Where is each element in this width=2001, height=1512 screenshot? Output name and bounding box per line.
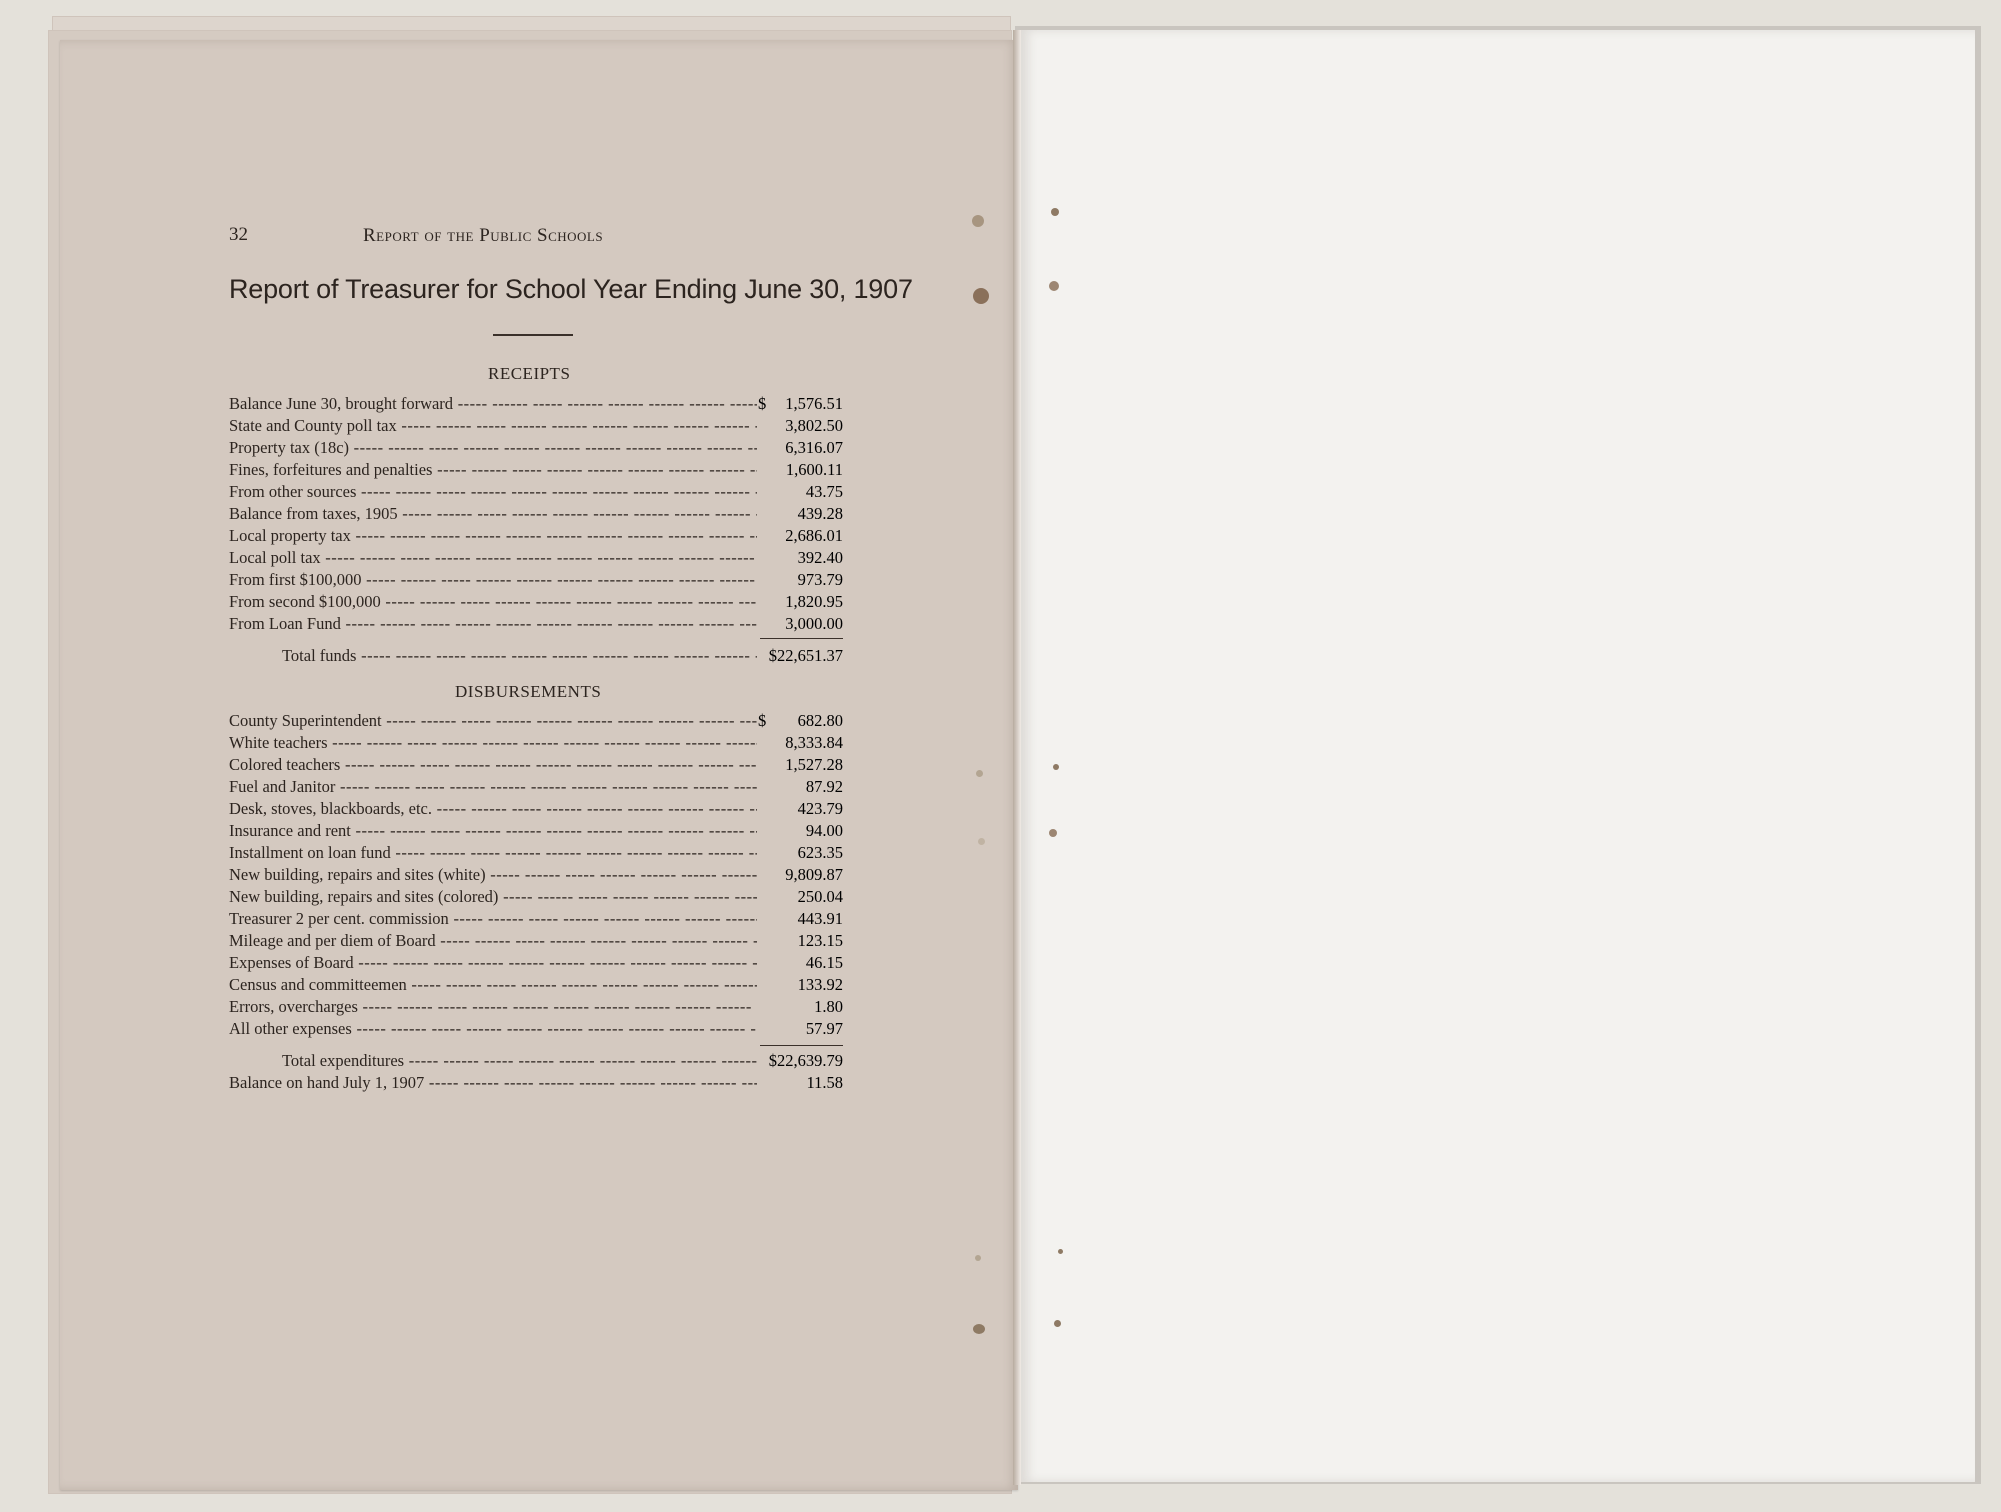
disbursement-row bbox=[229, 953, 843, 975]
currency-sign: $ bbox=[758, 711, 767, 730]
binding-hole bbox=[973, 288, 989, 304]
receipt-amount: 2,686.01 bbox=[785, 526, 843, 545]
receipt-label: Property tax (18c) ----- bbox=[229, 438, 757, 458]
title-rule bbox=[493, 334, 573, 336]
disbursement-row bbox=[229, 865, 843, 887]
disbursement-amount: 1.80 bbox=[814, 997, 843, 1016]
disbursement-label: Insurance and rent ----- bbox=[229, 821, 757, 841]
disbursements-total-row bbox=[229, 1051, 843, 1073]
disbursement-amount: 250.04 bbox=[797, 887, 843, 906]
running-head: Report of the Public Schools bbox=[363, 225, 604, 246]
disbursement-row bbox=[229, 733, 843, 755]
disbursement-amount: 443.91 bbox=[797, 909, 843, 928]
receipt-label: Fines, forfeitures and penalties ----- bbox=[229, 460, 757, 480]
disbursement-label: Treasurer 2 per cent. commission ----- bbox=[229, 909, 757, 929]
disbursement-amount: 1,527.28 bbox=[785, 755, 843, 774]
receipt-label: From first $100,000 ----- bbox=[229, 570, 757, 590]
binding-hole bbox=[1053, 764, 1059, 770]
receipts-total-row bbox=[229, 646, 843, 668]
receipt-row bbox=[229, 548, 843, 570]
disbursement-label: Census and committeemen ----- bbox=[229, 975, 757, 995]
disbursement-amount: 133.92 bbox=[797, 975, 843, 994]
disbursement-row bbox=[229, 843, 843, 865]
binding-hole bbox=[1049, 829, 1057, 837]
receipt-label: Local property tax ----- bbox=[229, 526, 757, 546]
receipt-amount: 439.28 bbox=[797, 504, 843, 523]
disbursement-amount: 87.92 bbox=[805, 777, 843, 796]
disbursement-amount: 8,333.84 bbox=[785, 733, 843, 752]
disbursement-label: Mileage and per diem of Board ----- bbox=[229, 931, 757, 951]
receipt-label: From Loan Fund ----- bbox=[229, 614, 757, 634]
disbursement-label: Fuel and Janitor ----- bbox=[229, 777, 757, 797]
receipt-label: Local poll tax ----- bbox=[229, 548, 757, 568]
disbursement-label: White teachers ----- bbox=[229, 733, 757, 753]
receipt-amount: 1,576.51 bbox=[785, 394, 843, 413]
receipt-row bbox=[229, 460, 843, 482]
disbursements-sum-rule bbox=[760, 1045, 843, 1046]
currency-sign: $ bbox=[758, 394, 767, 413]
receipt-row bbox=[229, 416, 843, 438]
receipt-amount: 1,820.95 bbox=[785, 592, 843, 611]
disbursement-label: New building, repairs and sites (white) ----- bbox=[229, 865, 757, 885]
disbursement-label: Errors, overcharges ----- bbox=[229, 997, 757, 1017]
receipt-row bbox=[229, 438, 843, 460]
disbursement-amount: 623.35 bbox=[797, 843, 843, 862]
receipt-amount: 392.40 bbox=[797, 548, 843, 567]
receipt-amount: 3,802.50 bbox=[785, 416, 843, 435]
disbursement-amount: 46.15 bbox=[805, 953, 843, 972]
receipt-amount: 973.79 bbox=[797, 570, 843, 589]
balance-amount: 11.58 bbox=[806, 1073, 843, 1092]
total-label: Total funds ----- bbox=[229, 646, 757, 666]
disbursement-amount: 94.00 bbox=[805, 821, 843, 840]
disbursement-row bbox=[229, 821, 843, 843]
disbursement-label: Desk, stoves, blackboards, etc. ----- bbox=[229, 799, 757, 819]
receipt-amount: 3,000.00 bbox=[785, 614, 843, 633]
disbursement-label: Installment on loan fund ----- bbox=[229, 843, 757, 863]
disbursements-heading: DISBURSEMENTS bbox=[455, 682, 602, 701]
binding-hole bbox=[972, 215, 984, 227]
balance-label: Balance on hand July 1, 1907 ----- bbox=[229, 1073, 757, 1093]
disbursement-amount: 57.97 bbox=[805, 1019, 843, 1038]
receipt-row bbox=[229, 504, 843, 526]
receipt-row bbox=[229, 482, 843, 504]
receipt-label: Balance June 30, brought forward ----- bbox=[229, 394, 757, 414]
disbursement-row bbox=[229, 975, 843, 997]
right-page-blank bbox=[1020, 30, 1975, 1482]
disbursement-amount: 123.15 bbox=[797, 931, 843, 950]
receipt-row bbox=[229, 592, 843, 614]
disbursement-amount: 9,809.87 bbox=[785, 865, 843, 884]
disbursement-row bbox=[229, 887, 843, 909]
disbursement-row bbox=[229, 1019, 843, 1041]
binding-hole bbox=[1049, 281, 1059, 291]
binding-hole bbox=[973, 1324, 985, 1334]
book-gutter bbox=[1013, 30, 1021, 1485]
binding-hole bbox=[978, 838, 985, 845]
binding-hole bbox=[975, 1255, 981, 1261]
receipt-row bbox=[229, 394, 843, 416]
disbursement-label: County Superintendent ----- bbox=[229, 711, 757, 731]
total-amount: $22,651.37 bbox=[768, 646, 843, 665]
disbursement-label: New building, repairs and sites (colored) ----- bbox=[229, 887, 757, 907]
receipts-sum-rule bbox=[760, 638, 843, 639]
receipt-amount: 6,316.07 bbox=[785, 438, 843, 457]
receipts-heading: RECEIPTS bbox=[488, 364, 571, 383]
disbursement-row bbox=[229, 799, 843, 821]
receipt-amount: 1,600.11 bbox=[785, 460, 843, 479]
binding-hole bbox=[1054, 1320, 1061, 1327]
disbursement-label: Expenses of Board ----- bbox=[229, 953, 757, 973]
disbursement-row bbox=[229, 755, 843, 777]
receipt-row bbox=[229, 526, 843, 548]
binding-hole bbox=[1058, 1249, 1063, 1254]
disbursement-label: All other expenses ----- bbox=[229, 1019, 757, 1039]
disbursement-label: Colored teachers ----- bbox=[229, 755, 757, 775]
receipt-amount: 43.75 bbox=[805, 482, 843, 501]
receipt-row bbox=[229, 570, 843, 592]
disbursement-row bbox=[229, 777, 843, 799]
disbursement-row bbox=[229, 997, 843, 1019]
disbursement-amount: 423.79 bbox=[797, 799, 843, 818]
receipt-label: State and County poll tax ----- bbox=[229, 416, 757, 436]
receipt-label: From other sources ----- bbox=[229, 482, 757, 502]
receipt-row bbox=[229, 614, 843, 636]
receipt-label: Balance from taxes, 1905 ----- bbox=[229, 504, 757, 524]
total-amount: $22,639.79 bbox=[768, 1051, 843, 1070]
binding-hole bbox=[1051, 208, 1059, 216]
report-title: Report of Treasurer for School Year Ending June 30, 1907 bbox=[229, 274, 913, 304]
disbursement-row bbox=[229, 711, 843, 733]
page-number: 32 bbox=[229, 224, 248, 245]
disbursement-amount: 682.80 bbox=[797, 711, 843, 730]
disbursement-row bbox=[229, 931, 843, 953]
balance-row bbox=[229, 1073, 843, 1095]
disbursement-row bbox=[229, 909, 843, 931]
binding-hole bbox=[976, 770, 983, 777]
receipt-label: From second $100,000 ----- bbox=[229, 592, 757, 612]
total-label: Total expenditures ----- bbox=[229, 1051, 757, 1071]
